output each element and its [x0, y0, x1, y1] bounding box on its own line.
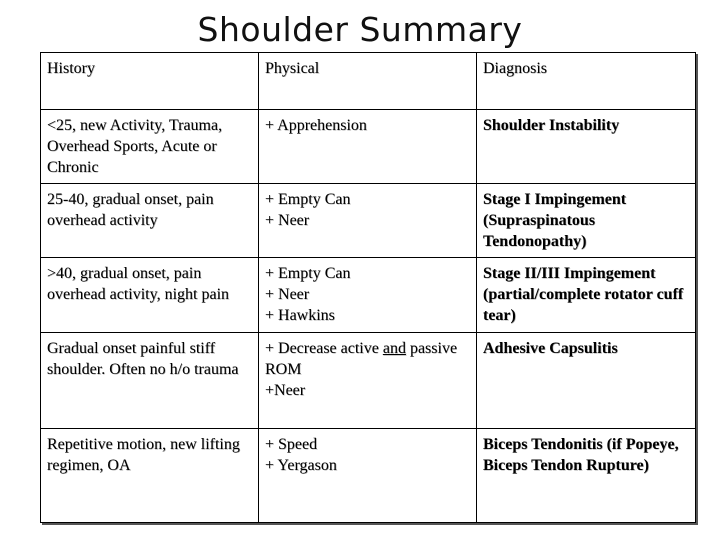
table-row: [41, 258, 696, 333]
physical-line: +Neer: [265, 382, 306, 399]
physical-line: + Empty Can: [265, 191, 351, 208]
diagnosis-cell: Stage II/III Impingement (partial/complete rotator cuff tear): [477, 258, 696, 333]
physical-underlined-text: and: [382, 340, 406, 357]
table-row: [41, 184, 696, 258]
table-row: [41, 110, 696, 184]
physical-line: + Neer: [265, 286, 310, 303]
table-row: [41, 333, 696, 429]
history-cell: <25, new Activity, Trauma, Overhead Sports, Acute or Chronic: [41, 110, 259, 184]
page-title: Shoulder Summary: [197, 10, 523, 49]
diagnosis-cell: Biceps Tendonitis (if Popeye, Biceps Tendon Rupture): [477, 429, 696, 523]
physical-cell: [259, 258, 477, 333]
history-cell: Repetitive motion, new lifting regimen, OA: [41, 429, 259, 523]
diagnosis-cell: Adhesive Capsulitis: [477, 333, 696, 429]
header-diagnosis: Diagnosis: [477, 53, 696, 110]
physical-cell: [259, 184, 477, 258]
physical-cell: [259, 333, 477, 429]
physical-line: + Neer: [265, 212, 310, 229]
physical-cell: [259, 429, 477, 523]
physical-line: + Yergason: [265, 457, 337, 474]
diagnosis-cell: Shoulder Instability: [477, 110, 696, 184]
header-history: History: [41, 53, 259, 110]
table-row: [41, 429, 696, 523]
history-cell: >40, gradual onset, pain overhead activity, night pain: [41, 258, 259, 333]
physical-line: + Apprehension: [265, 117, 367, 134]
shoulder-summary-table: [40, 52, 696, 523]
header-physical: Physical: [259, 53, 477, 110]
physical-text: + Decrease active: [265, 340, 383, 357]
table-header-row: [41, 53, 696, 110]
history-cell: Gradual onset painful stiff shoulder. Often no h/o trauma: [41, 333, 259, 429]
diagnosis-cell: Stage I Impingement (Supraspinatous Tendonopathy): [477, 184, 696, 258]
physical-line: + Hawkins: [265, 307, 335, 324]
history-cell: 25-40, gradual onset, pain overhead activity: [41, 184, 259, 258]
physical-line: + Speed: [265, 436, 318, 453]
physical-line: + Empty Can: [265, 265, 351, 282]
physical-cell: [259, 110, 477, 184]
physical-text: passive ROM: [265, 340, 458, 378]
